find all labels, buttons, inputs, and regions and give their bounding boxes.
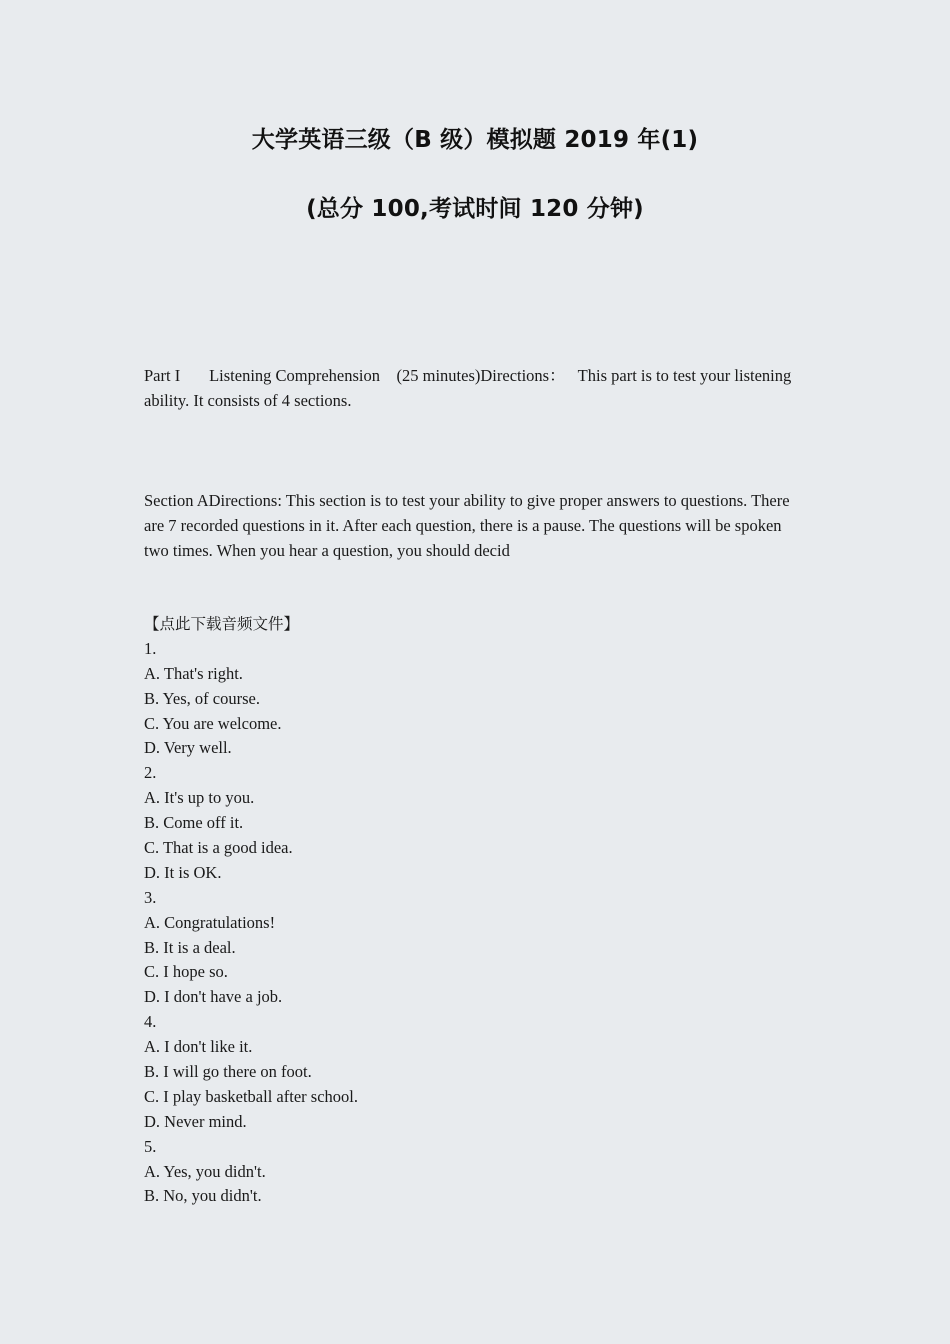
question-number: 3. <box>144 887 157 907</box>
answer-option: C. I hope so. <box>144 962 228 982</box>
answer-option: B. It is a deal. <box>144 937 236 957</box>
question-number: 1. <box>144 638 157 658</box>
answer-option: A. That's right. <box>144 663 243 683</box>
question-number: 5. <box>144 1136 157 1156</box>
download-audio-link[interactable]: 【点此下载音频文件】 <box>144 615 300 633</box>
section-a-directions: Section ADirections: This section is to test your ability to give proper answers to questions. There are 7 recorded questions in it. After each question, there is a pause. The questions will be spoken two times. When you hear a question, you should decid <box>144 491 790 560</box>
answer-option: A. Yes, you didn't. <box>144 1161 266 1181</box>
answer-option: D. Never mind. <box>144 1111 247 1131</box>
answer-option: A. I don't like it. <box>144 1037 253 1057</box>
answer-option: D. It is OK. <box>144 862 222 882</box>
answer-option: B. Come off it. <box>144 813 244 833</box>
download-audio-row <box>144 611 808 636</box>
answer-option: B. Yes, of course. <box>144 688 260 708</box>
answer-option: D. I don't have a job. <box>144 987 283 1007</box>
answer-option: C. You are welcome. <box>144 713 282 733</box>
answer-option: A. It's up to you. <box>144 788 255 808</box>
question-number: 2. <box>144 763 157 783</box>
answer-option: C. That is a good idea. <box>144 838 293 858</box>
document-subtitle: (总分 100,考试时间 120 分钟) <box>306 196 644 222</box>
answer-option: B. I will go there on foot. <box>144 1062 312 1082</box>
answer-option: B. No, you didn't. <box>144 1186 262 1206</box>
part-intro-paragraph: Part I Listening Comprehension (25 minutes)Directions： This part is to test your listening ability. It consists of 4 sections. <box>144 366 796 410</box>
question-list <box>144 611 808 1208</box>
document-title: 大学英语三级（B 级）模拟题 2019 年(1) <box>251 127 699 153</box>
answer-option: D. Very well. <box>144 738 232 758</box>
answer-option: A. Congratulations! <box>144 912 276 932</box>
answer-option: C. I play basketball after school. <box>144 1086 358 1106</box>
question-number: 4. <box>144 1012 157 1032</box>
